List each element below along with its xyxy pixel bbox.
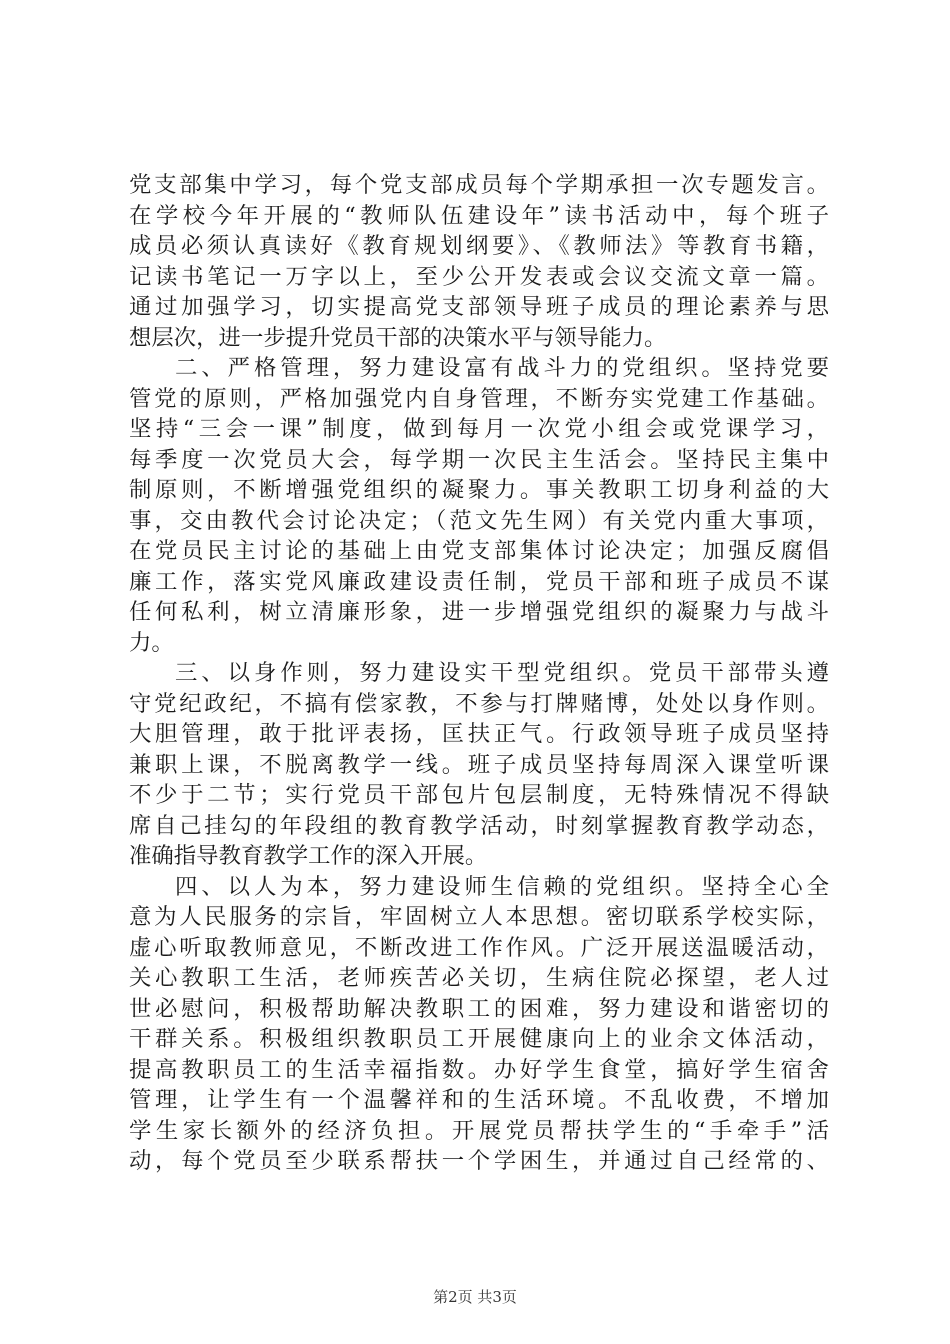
paragraph-line: 意为人民服务的宗旨，牢固树立人本思想。密切联系学校实际，: [129, 904, 829, 930]
paragraph-line: 兼职上课，不脱离教学一线。班子成员坚持每周深入课堂听课: [129, 751, 829, 778]
paragraph-line: 世必慰问，积极帮助解决教职工的困难，努力建设和谐密切的: [129, 995, 829, 1022]
paragraph-line: 想层次，进一步提升党员干部的决策水平与领导能力。: [129, 324, 667, 351]
paragraph-line: 通过加强学习，切实提高党支部领导班子成员的理论素养与思: [129, 294, 829, 320]
paragraph-line: 记读书笔记一万字以上，至少公开发表或会议交流文章一篇。: [129, 263, 829, 290]
paragraph-line: 管党的原则，严格加强党内自身管理，不断夯实党建工作基础。: [129, 385, 829, 412]
paragraph-line: 坚持“三会一课”制度，做到每月一次党小组会或党课学习，: [129, 416, 829, 442]
paragraph-line: 动，每个党员至少联系帮扶一个学困生，并通过自己经常的、: [129, 1148, 829, 1174]
paragraph-line: 事，交由教代会讨论决定；（范文先生网）有关党内重大事项，: [129, 507, 829, 534]
paragraph-first-line: 三、以身作则，努力建设实干型党组织。党员干部带头遵: [175, 660, 829, 686]
paragraph-line: 干群关系。积极组织教职员工开展健康向上的业余文体活动，: [129, 1026, 829, 1052]
paragraph-first-line: 二、严格管理，努力建设富有战斗力的党组织。坚持党要: [175, 355, 829, 381]
document-body: [129, 170, 829, 1177]
paragraph-line: 管理，让学生有一个温馨祥和的生活环境。不乱收费，不增加: [129, 1087, 829, 1113]
paragraph-line: 廉工作，落实党风廉政建设责任制，党员干部和班子成员不谋: [129, 568, 829, 595]
page-footer: 第2页 共3页: [433, 1288, 517, 1306]
paragraph-line: 席自己挂勾的年段组的教育教学活动，时刻掌握教育教学动态，: [129, 812, 829, 839]
paragraph-line: 成员必须认真读好《教育规划纲要》、《教师法》等教育书籍，: [129, 233, 829, 259]
paragraph-line: 学生家长额外的经济负担。开展党员帮扶学生的“手牵手”活: [129, 1117, 829, 1144]
paragraph-line: 大胆管理，敢于批评表扬，匡扶正气。行政领导班子成员坚持: [129, 721, 829, 747]
paragraph-line: 提高教职员工的生活幸福指数。办好学生食堂，搞好学生宿舍: [129, 1056, 829, 1083]
paragraph-line: 在学校今年开展的“教师队伍建设年”读书活动中，每个班子: [129, 202, 829, 229]
paragraph-line: 在党员民主讨论的基础上由党支部集体讨论决定；加强反腐倡: [129, 538, 829, 564]
paragraph-line: 任何私利，树立清廉形象，进一步增强党组织的凝聚力与战斗: [129, 599, 829, 625]
paragraph-line: 准确指导教育教学工作的深入开展。: [129, 843, 488, 869]
paragraph-first-line: 党支部集中学习，每个党支部成员每个学期承担一次专题发言。: [129, 172, 829, 198]
paragraph-line: 制原则，不断增强党组织的凝聚力。事关教职工切身利益的大: [129, 477, 829, 503]
paragraph-line: 守党纪政纪，不搞有偿家教，不参与打牌赌博，处处以身作则。: [129, 690, 829, 717]
paragraph-line: 关心教职工生活，老师疾苦必关切，生病住院必探望，老人过: [129, 965, 829, 991]
paragraph-line: 不少于二节；实行党员干部包片包层制度，无特殊情况不得缺: [129, 782, 829, 808]
paragraph-first-line: 四、以人为本，努力建设师生信赖的党组织。坚持全心全: [175, 873, 829, 900]
paragraph-line: 每季度一次党员大会，每学期一次民主生活会。坚持民主集中: [129, 446, 829, 473]
paragraph-line: 力。: [129, 629, 174, 656]
paragraph-line: 虚心听取教师意见，不断改进工作作风。广泛开展送温暖活动，: [129, 934, 829, 961]
